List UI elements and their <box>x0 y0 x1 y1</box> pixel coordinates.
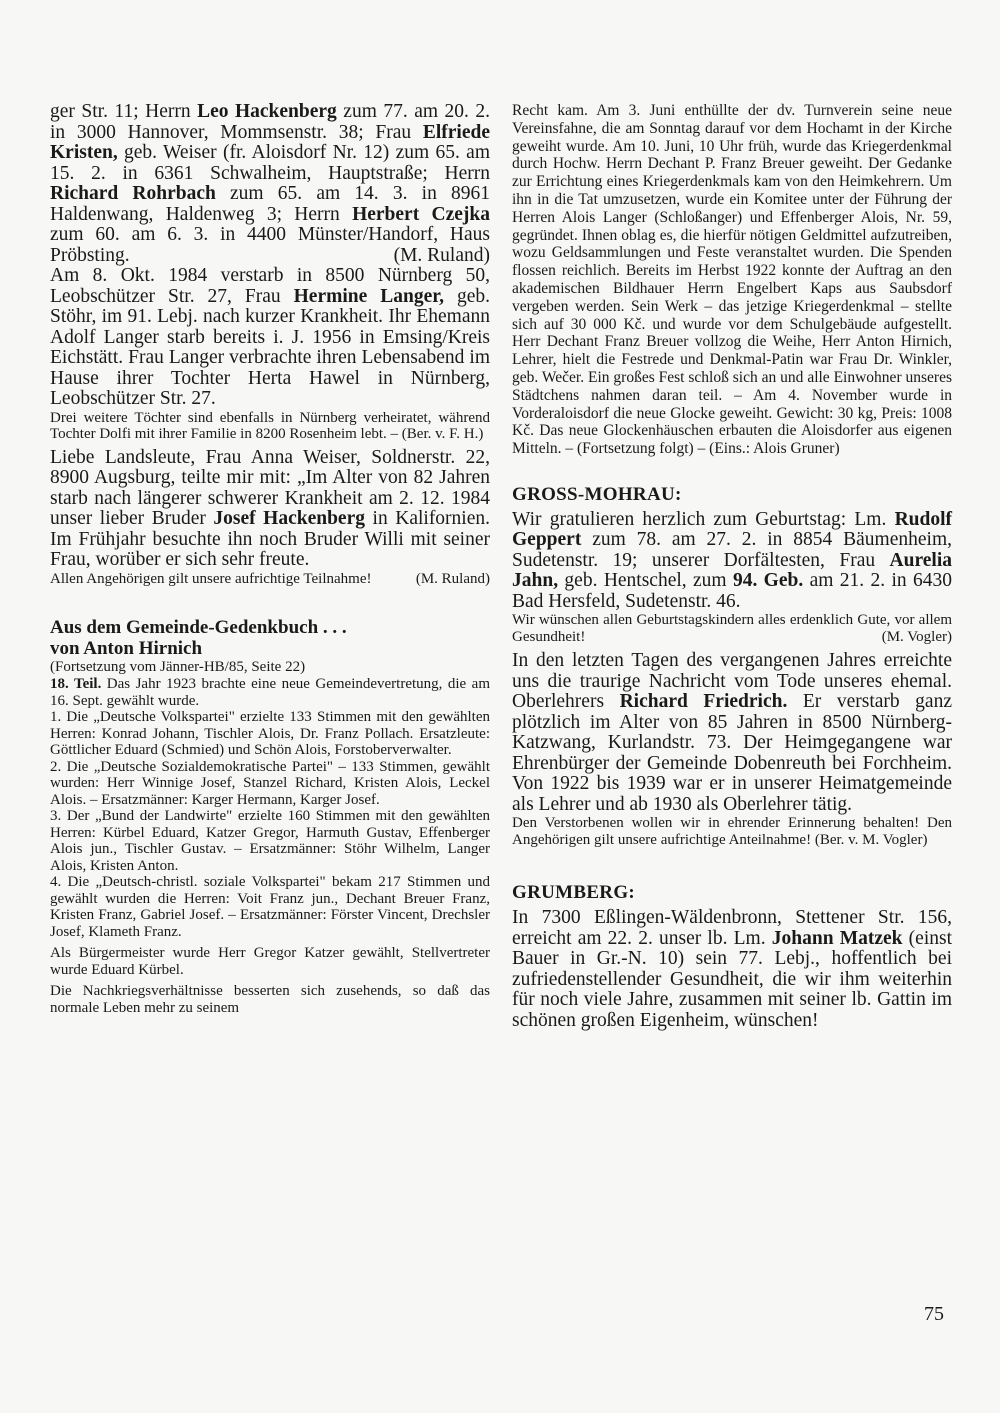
name-rudolf-geppert: Rudolf Geppert <box>512 508 952 551</box>
text: geb. Hentschel, zum <box>558 570 733 592</box>
signature: (M. Ruland) <box>393 244 490 266</box>
text: zum 60. am 6. 3. in 4400 Münster/Handorf, Haus Pröbsting. <box>50 224 490 266</box>
signature: (M. Ruland) <box>415 570 490 587</box>
text: In 7300 Eßlingen-Wäldenbronn, Stettener Str. 156, erreicht am 22. 2. unser lb. Lm. <box>512 907 952 949</box>
section-heading-gross-mohrau: GROSS-MOHRAU: <box>512 483 682 505</box>
birthday-94: 94. Geb. <box>732 570 804 592</box>
obituary-hackenberg-paragraph <box>50 448 490 571</box>
text: Das Jahr 1923 brachte eine neue Gemeindevertretung, die am 16. Sept. gewählt wurde. <box>50 676 490 709</box>
condolence-paragraph <box>50 571 490 588</box>
birthday-wishes <box>512 612 952 645</box>
election-item-2: 2. Die „Deutsche Sozialdemokratische Partei" – 133 Stimmen, gewählt wurden: Herr Winnige Josef, Stanzel Richard, Kristen Alois, Leckel Alois. – Ersatzmänner: Karger Hermann, Karger Josef. <box>50 758 490 808</box>
text: In den letzten Tagen des vergangenen Jahres erreichte uns die traurige Nachricht vom Tode unseres ehemal. Oberlehrers <box>512 650 952 713</box>
text: Allen Angehörigen gilt unsere aufrichtige Teilnahme! <box>50 570 372 587</box>
text: ger Str. 11; Herrn <box>50 101 198 122</box>
name-aurelia-jahn: Aurelia Jahn, <box>512 549 952 592</box>
mayor-paragraph: Als Bürgermeister wurde Herr Gregor Katzer gewählt, Stellvertreter wurde Eduard Kürbel. <box>50 945 490 978</box>
friedrich-condolence: Den Verstorbenen wollen wir in ehrender Erinnerung behalten! Den Angehörigen gilt unsere aufrichtige Anteilnahme! (Ber. v. M. Vogler) <box>512 815 952 848</box>
daughters-note: Drei weitere Töchter sind ebenfalls in Nürnberg verheiratet, während Tochter Dolfi mit ihrer Familie in 8200 Rosenheim lebt. – (Ber. v. F. H.) <box>50 409 490 442</box>
text: geb. Stöhr, im 91. Lebj. nach kurzer Krankheit. Ihr Ehemann Adolf Langer starb bereits i. J. 1956 in Emsing/Kreis Eichstätt. Frau Langer verbrachte ihren Lebensabend im Hause ihrer Tochter Herta Hawel in Nürnberg, Leobschützer Str. 27. <box>50 285 491 409</box>
name-johann-matzek: Johann Matzek <box>771 927 903 949</box>
article-heading <box>50 617 490 659</box>
name-elfriede-kristen: Elfriede Kristen, <box>50 121 490 163</box>
text: Wir gratulieren herzlich zum Geburtstag: Lm. <box>512 508 895 530</box>
text: geb. Weiser (fr. Aloisdorf Nr. 12) zum 65. am 15. 2. in 6361 Schwalheim, Hauptstraße; Herrn <box>50 142 490 184</box>
article-continuation-note: (Fortsetzung vom Jänner-HB/85, Seite 22) <box>50 659 306 675</box>
text: zum 65. am 14. 3. in 8961 Haldenwang, Haldenweg 3; Herrn <box>50 183 490 225</box>
grumberg-birthday <box>512 908 952 1031</box>
text: am 21. 2. in 6430 Bad Hersfeld, Sudetenstr. 46. <box>512 570 952 612</box>
obituary-friedrich-paragraph <box>512 651 952 815</box>
text: zum 78. am 27. 2. in 8854 Bäumenheim, Sudetenstr. 19; unserer Dorfältesten, Frau <box>512 529 952 571</box>
text: zum 77. am 20. 2. in 3000 Hannover, Mommsenstr. 38; Frau <box>50 101 491 143</box>
text: (einst Bauer in Gr.-N. 10) sein 77. Lebj., hoffentlich bei zufriedenstellender Gesundheit, die wir ihm weiterhin für noch viele Jahre, zusammen mit seiner lb. Gattin im schönen großen Eigenheim, wünschen! <box>512 927 953 1031</box>
page-number: 75 <box>924 1303 944 1325</box>
part-label: 18. Teil. <box>50 676 102 692</box>
signature: (M. Vogler) <box>881 628 952 645</box>
obituary-langer-paragraph <box>50 266 490 410</box>
text: Wir wünschen allen Geburtstagskindern alles erdenklich Gute, vor allem Gesundheit! <box>512 612 952 645</box>
war-memorial-paragraph: Recht kam. Am 3. Juni enthüllte der dv. Turnverein seine neue Vereinsfahne, die am Sonntag darauf vor dem Hochamt in der Kirche geweiht wurde. Am 10. Juni, 10 Uhr früh, wurde das Kriegerdenkmal durch Hochw. Herrn Dechant P. Franz Breuer geweiht. Der Gedanke zur Errichtung eines Kriegerdenkmals kam von den Heimkehrern. Um ihn in die Tat umzusetzen, wurde ein Komitee unter der Führung der Herren Alois Langer (Schloßanger) und Effenberger Alois, Nr. 59, gegründet. Ihnen oblag es, die hierfür nötigen Geldmittel aufzutreiben, wozu Geldsammlungen und Feste veranstaltet wurden. Die Spenden flossen reichlich. Bereits im Herbst 1922 konnte der Auftrag an den akademischen Bildhauer Herrn Engelbert Kaps aus Saubsdorf vergeben werden. Sein Werk – das jetzige Kriegerdenkmal – stellte sich auf 30 000 Kč. und wurde vor dem Schulgebäude aufgestellt. Herr Dechant Franz Breuer vollzog die Weihe, Herr Anton Hirnich, Lehrer, hielt die Festrede und Denkmal-Patin war Frau Dr. Winkler, geb. Wečer. Ein großes Fest schloß sich an und alle Einwohner unseres Städtchens nahmen daran teil. – Am 4. November wurde in Vorderaloisdorf die neue Glocke geweiht. Gewicht: 30 kg, Preis: 1008 Kč. Das neue Glockenhäuschen erbauten die Aloisdorfer aus eigenen Mitteln. – (Fortsetzung folgt) – (Eins.: Alois Gruner) <box>512 102 952 458</box>
right-column <box>512 102 952 1031</box>
birthday-paragraph <box>50 102 490 266</box>
postwar-paragraph: Die Nachkriegsverhältnisse besserten sich zusehends, so daß das normale Leben mehr zu seinem <box>50 983 490 1016</box>
text: Am 8. Okt. 1984 verstarb in 8500 Nürnberg 50, Leobschützer Str. 27, Frau <box>50 265 490 307</box>
name-josef-hackenberg: Josef Hackenberg <box>213 508 365 529</box>
name-hermine-langer: Hermine Langer, <box>293 285 444 307</box>
article-author: von Anton Hirnich <box>50 638 203 659</box>
text: Er verstarb ganz plötzlich im Alter von 85 Jahren in 8500 Nürnberg-Katzwang, Kurlandstr. 73. Der Heimgegangene war Ehrenbürger der Gemeinde Dobenreuth bei Forchheim. Von 1922 bis 1939 war er in unserer Heimatgemeinde als Lehrer und ab 1930 als Oberlehrer tätig. <box>512 691 952 815</box>
text: Liebe Landsleute, Frau Anna Weiser, Soldnerstr. 22, 8900 Augsburg, teilte mir mit: „Im Alter von 82 Jahren starb nach längerer schwerer Krankheit am 2. 12. 1984 unser lieber Bruder <box>50 446 490 529</box>
election-item-1: 1. Die „Deutsche Volkspartei" erzielte 133 Stimmen mit den gewählten Herren: Konrad Johann, Tischler Alois, Dr. Franz Pollach. Ersatzleute: Göttlicher Eduard (Schmied) und Schön Alois, Forstoberverwalter. <box>50 709 490 758</box>
election-item-4: 4. Die „Deutsch-christl. soziale Volkspartei" bekam 217 Stimmen und gewählt wurden die Herren: Voit Franz jun., Dechant Breuer Franz, Kristen Franz, Gabriel Josef. – Ersatzmänner: Förster Vincent, Drechsler Josef, Klameth Franz. <box>50 874 490 940</box>
section-heading-grumberg: GRUMBERG: <box>512 882 636 904</box>
name-richard-friedrich: Richard Friedrich. <box>619 691 788 713</box>
text: in Kalifornien. Im Frühjahr besuchte ihn noch Bruder Willi mit seiner Frau, worüber er sich sehr freute. <box>50 508 490 570</box>
left-column <box>50 102 490 1016</box>
part-18-intro <box>50 676 490 709</box>
election-item-3: 3. Der „Bund der Landwirte" erzielte 160 Stimmen mit den gewählten Herren: Kürbel Eduard, Katzer Gregor, Harmuth Gustav, Effenberger Alois jun., Tischler Gustav. – Ersatzmänner: Stöhr Wilhelm, Langer Alois, Kristen Anton. <box>50 808 490 874</box>
gross-mohrau-birthdays <box>512 510 952 613</box>
name-leo-hackenberg: Leo Hackenberg <box>197 101 337 122</box>
article-title: Aus dem Gemeinde-Gedenkbuch . . . <box>50 617 347 638</box>
name-richard-rohrbach: Richard Rohrbach <box>50 183 216 204</box>
name-herbert-czejka: Herbert Czejka <box>352 203 490 225</box>
